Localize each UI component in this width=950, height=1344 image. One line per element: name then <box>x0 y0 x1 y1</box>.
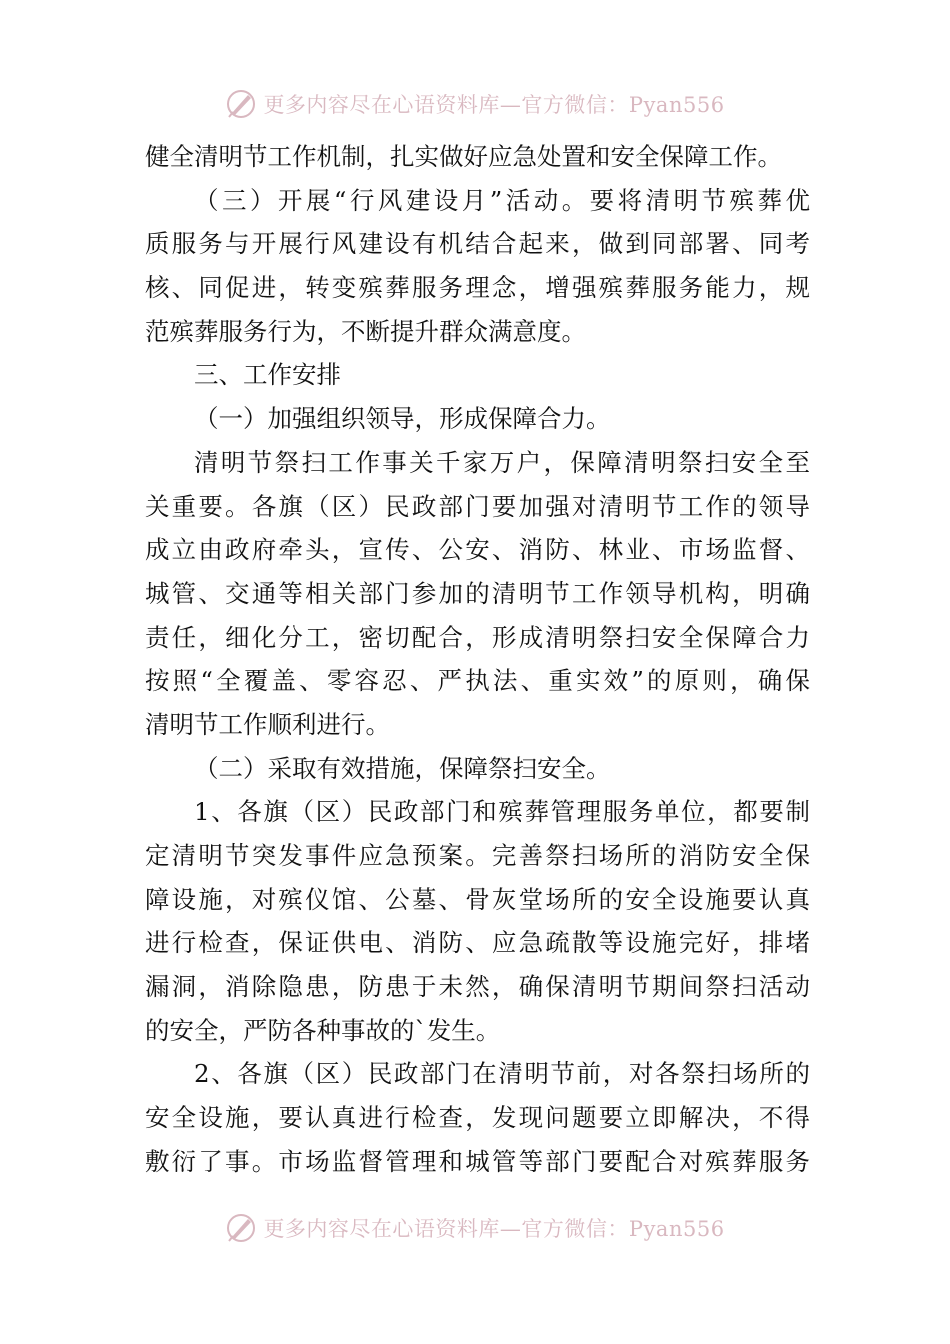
footer-watermark-text: 更多内容尽在心语资料库—官方微信：Pyan556 <box>263 1217 725 1241</box>
paragraph-line: 责任，细化分工，密切配合，形成清明祭扫安全保障合力 <box>145 622 810 652</box>
header-watermark-text: 更多内容尽在心语资料库—官方微信：Pyan556 <box>263 93 725 117</box>
footer-watermark <box>0 1208 950 1248</box>
paragraph-line: 关重要。各旗（区）民政部门要加强对清明节工作的领导 <box>145 491 810 521</box>
paragraph-line: 质服务与开展行风建设有机结合起来，做到同部署、同考 <box>145 229 810 259</box>
paragraph-line: 核、同促进，转变殡葬服务理念，增强殡葬服务能力，规 <box>145 273 810 303</box>
paragraph-line: 安全设施，要认真进行检查，发现问题要立即解决，不得 <box>145 1103 810 1133</box>
paragraph-line: 的安全，严防各种事故的`发生。 <box>145 1015 501 1045</box>
paragraph-line: 进行检查，保证供电、消防、应急疏散等设施完好，排堵 <box>145 928 810 958</box>
paragraph-line: 健全清明节工作机制，扎实做好应急处置和安全保障工作。 <box>145 142 782 171</box>
paragraph-line: 2、各旗（区）民政部门在清明节前，对各祭扫场所的 <box>194 1059 810 1089</box>
document-body <box>145 135 810 1184</box>
paragraph-line: 定清明节突发事件应急预案。完善祭扫场所的消防安全保 <box>145 841 810 870</box>
pen-in-circle-icon <box>225 1212 257 1244</box>
paragraph-line: 城管、交通等相关部门参加的清明节工作领导机构，明确 <box>145 578 810 608</box>
paragraph-line: 清明节祭扫工作事关千家万户，保障清明祭扫安全至 <box>194 447 810 477</box>
section-heading: （一）加强组织领导，形成保障合力。 <box>194 404 611 434</box>
paragraph-line: 成立由政府牵头，宣传、公安、消防、林业、市场监督、 <box>145 535 810 565</box>
paragraph-line: 清明节工作顺利进行。 <box>145 709 390 739</box>
paragraph-line: 障设施，对殡仪馆、公墓、骨灰堂场所的安全设施要认真 <box>145 884 810 914</box>
paragraph-line: 漏洞，消除隐患，防患于未然，确保清明节期间祭扫活动 <box>145 972 810 1002</box>
paragraph-line: 按照“全覆盖、零容忍、严执法、重实效”的原则，确保 <box>145 666 810 696</box>
section-heading: 三、工作安排 <box>194 360 341 390</box>
pen-in-circle-icon <box>225 88 257 120</box>
section-heading: （二）采取有效措施，保障祭扫安全。 <box>194 753 611 783</box>
paragraph-line: 1、各旗（区）民政部门和殡葬管理服务单位，都要制 <box>194 797 810 827</box>
paragraph-line: 敷衍了事。市场监督管理和城管等部门要配合对殡葬服务 <box>145 1146 810 1176</box>
paragraph-line: 范殡葬服务行为，不断提升群众满意度。 <box>145 316 586 346</box>
section-heading: （三）开展“行风建设月”活动。要将清明节殡葬优 <box>194 185 810 215</box>
header-watermark <box>0 84 950 124</box>
